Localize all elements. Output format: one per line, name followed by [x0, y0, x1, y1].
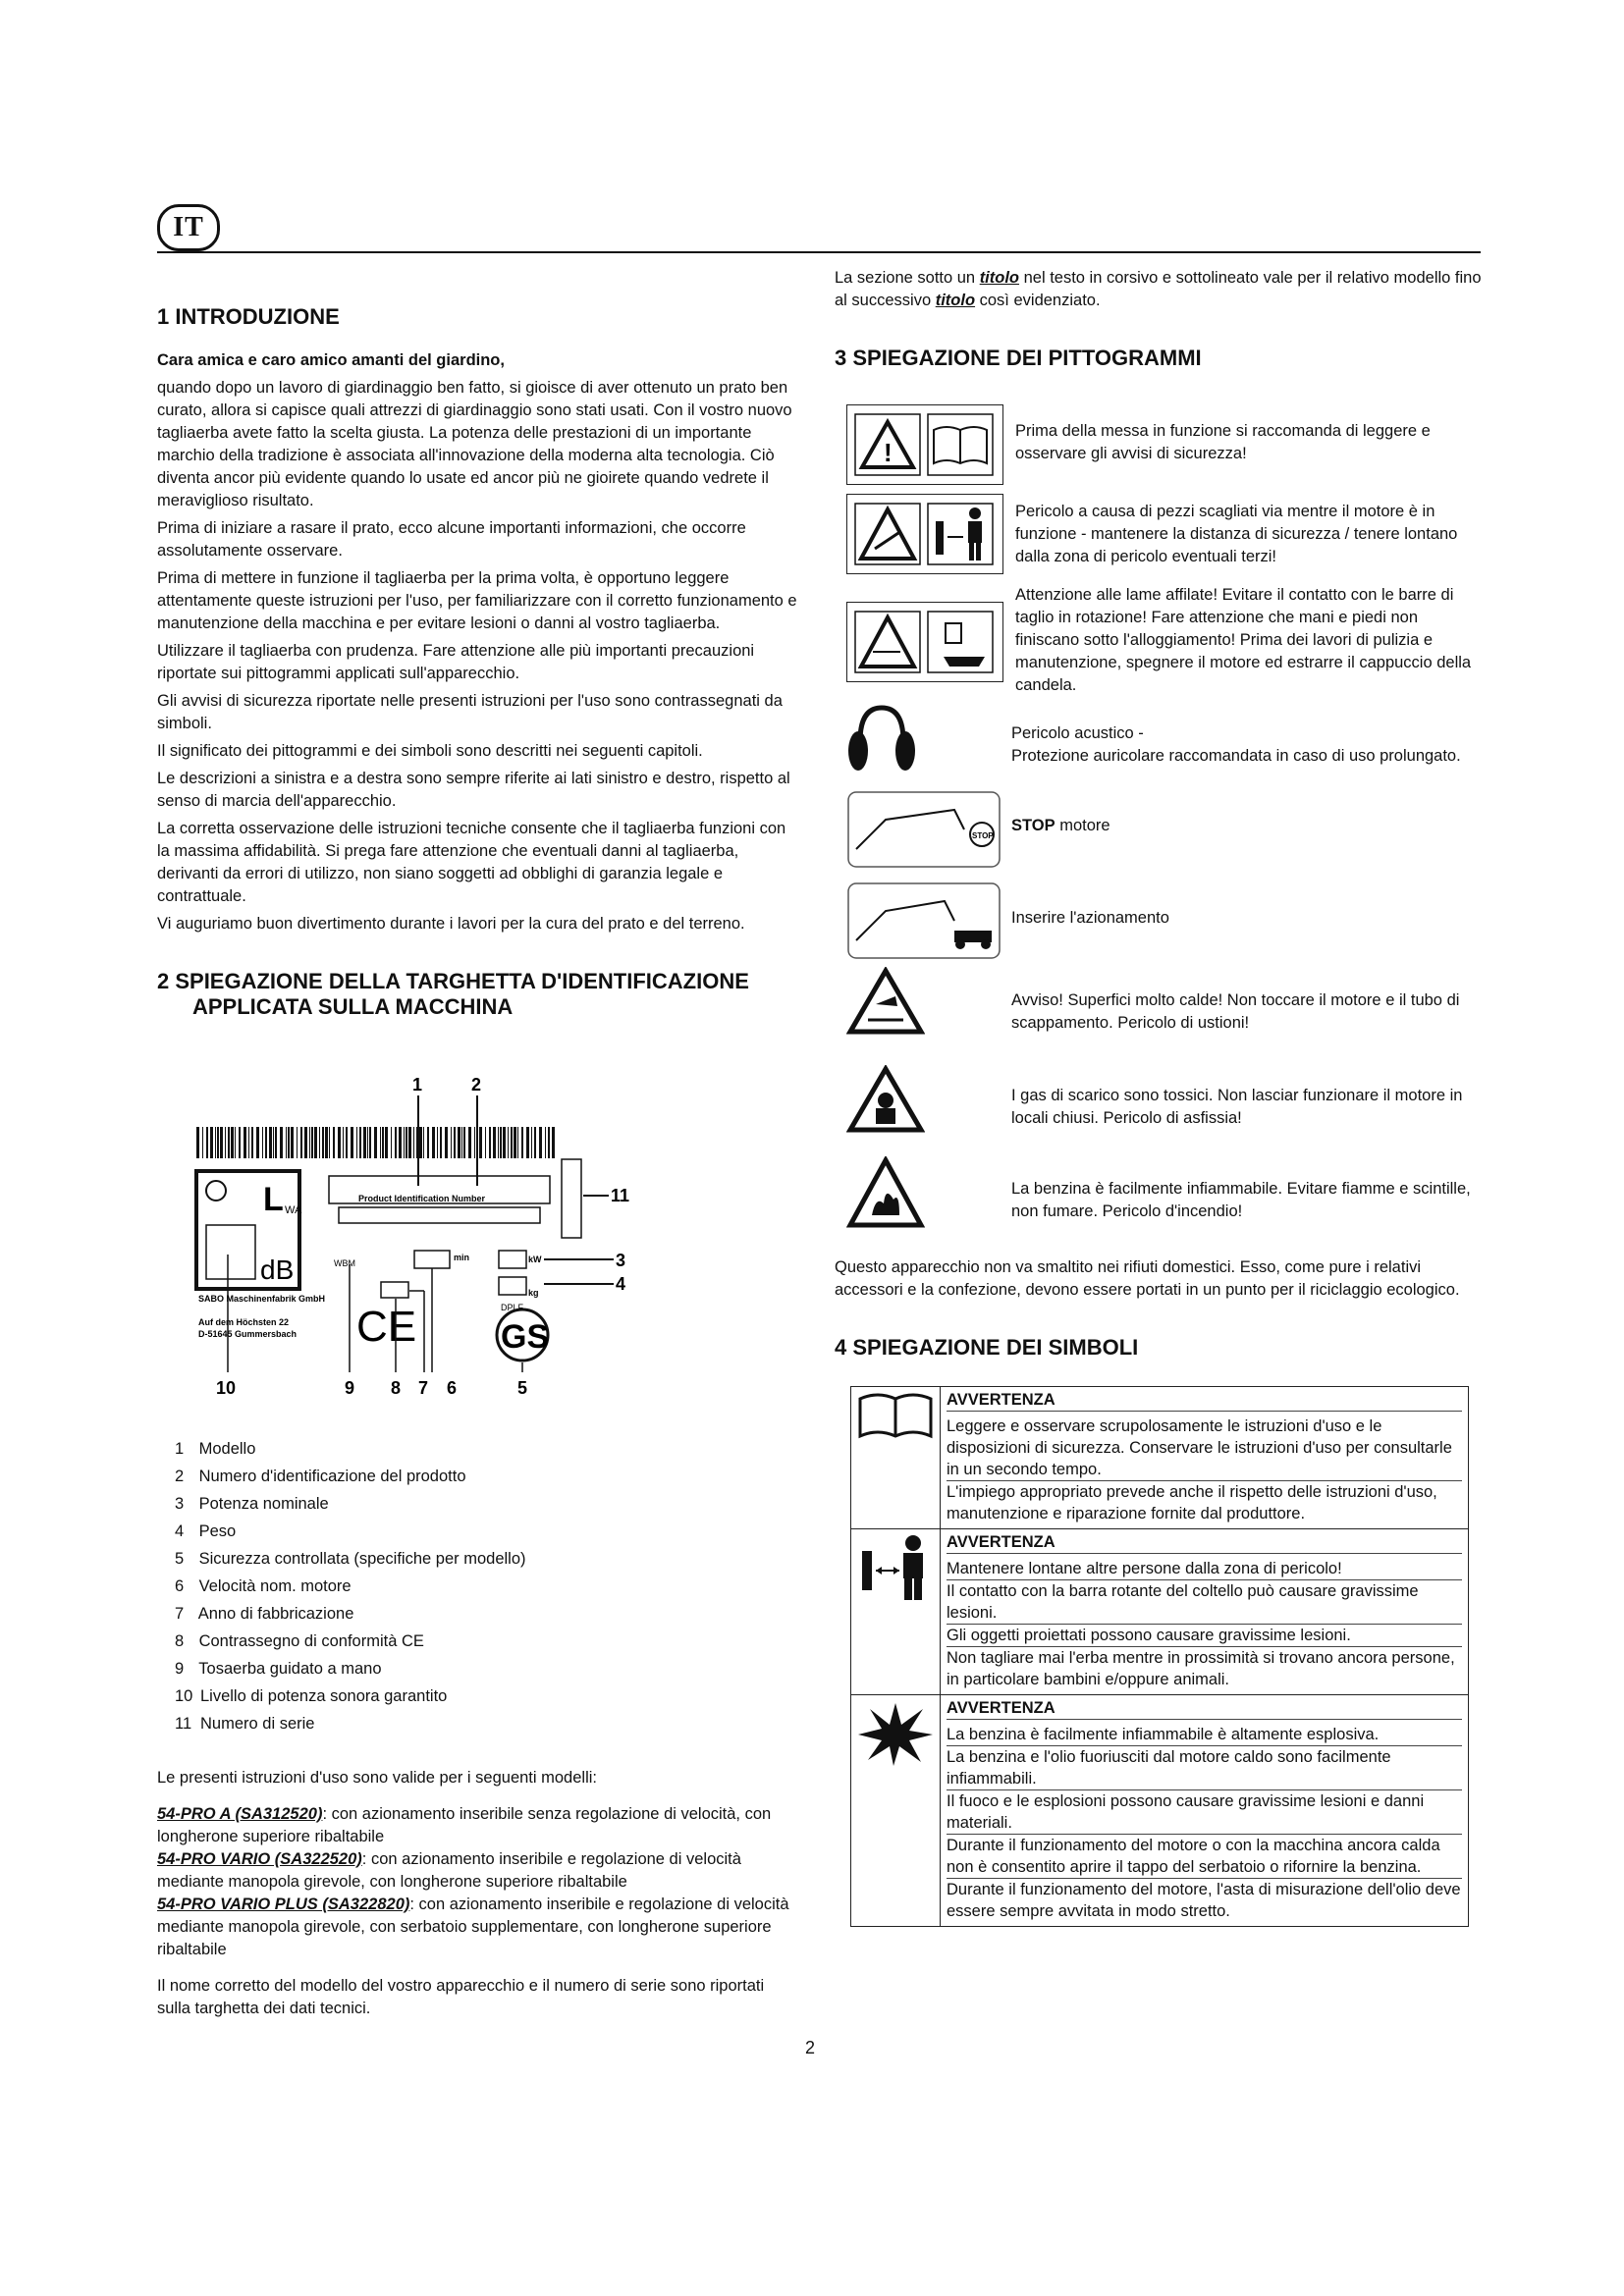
legend-item: 8 Contrassegno di conformità CE [175, 1632, 424, 1650]
callout-4: 4 [616, 1274, 626, 1294]
legend-item: 4 Peso [175, 1522, 237, 1540]
intro-paragraph: Gli avvisi di sicurezza riportate nelle presenti istruzioni per l'uso sono contrassegnati da simboli. [157, 692, 783, 732]
callout-7: 7 [418, 1378, 429, 1398]
legend-item: 9 Tosaerba guidato a mano [175, 1660, 382, 1678]
legend-item: 2 Numero d'identificazione del prodotto [175, 1468, 466, 1485]
explosion-icon [856, 1699, 935, 1768]
callout-2: 2 [471, 1078, 482, 1095]
barcode [196, 1127, 555, 1158]
models-intro: Le presenti istruzioni d'uso sono valide per i seguenti modelli: [157, 1769, 597, 1787]
model-name: 54-PRO VARIO PLUS (SA322820) [157, 1896, 410, 1913]
noise-line2: Protezione auricolare raccomandata in caso di uso prolungato. [1011, 747, 1461, 765]
read-manual-pictogram [846, 404, 1003, 485]
pictogram-text: STOP motore [1011, 817, 1110, 834]
language-badge: IT [157, 204, 220, 251]
callout-1: 1 [412, 1078, 423, 1095]
kg-label: kg [528, 1288, 539, 1298]
lwa-symbol: L [263, 1181, 284, 1218]
dplf-label: DPLF [501, 1303, 524, 1312]
intro-paragraph: Prima di mettere in funzione il tagliaerba per la prima volta, è opportuno leggere attentamente queste istruzioni per l'uso, per familiarizzare con il corretto funzionamento e manutenzione della macchina e per evitare lesioni o danni al vostro tagliaerba. [157, 569, 797, 632]
pictogram-text: Prima della messa in funzione si raccomanda di leggere e osservare gli avvisi di sicurezza! [1015, 422, 1431, 462]
callout-3: 3 [616, 1251, 626, 1270]
ce-mark: CE [356, 1303, 417, 1351]
min-label: min [454, 1253, 470, 1262]
intro-paragraph: La corretta osservazione delle istruzioni tecniche consente che il tagliaerba funzioni con la massima affidabilità. Si prega fare attenzione che eventuali danni al tagliaerba, derivanti da errori di utilizzo, non siano soggetti ad obblighi di garanzia legale e contrattuale. [157, 820, 786, 905]
symbol-heading: AVVERTENZA [947, 1697, 1462, 1720]
legend-item: 5 Sicurezza controllata (specifiche per modello) [175, 1550, 526, 1568]
symbol-text: Durante il funzionamento del motore o con la macchina ancora calda non è consentito aprire il tappo del serbatoio o rifornire la benzina. [947, 1835, 1462, 1879]
intro-title: 1 INTRODUZIONE [157, 304, 340, 329]
pictogram-text: Attenzione alle lame affilate! Evitare il contatto con le barre di taglio in rotazione! Fare attenzione che mani e piedi non finiscano sotto l'alloggiamento! Prima dei lavori di pulizia e manutenzione, spegnere il motore ed estrarre il cappuccio della candela. [1015, 586, 1472, 694]
callout-5: 5 [517, 1378, 528, 1398]
callout-10: 10 [216, 1378, 237, 1398]
model-entry: 54-PRO VARIO (SA322520): con azionamento inseribile e regolazione di velocità mediante manopola girevole, con longherone superiore ribaltabile [157, 1850, 741, 1891]
pictogram-text: Avviso! Superfici molto calde! Non toccare il motore e il tubo di scappamento. Pericolo di ustioni! [1011, 991, 1460, 1032]
intro-paragraph: Le descrizioni a sinistra e a destra sono sempre riferite ai lati sinistro e destro, rispetto al senso di marcia dell'apparecchio. [157, 770, 790, 810]
intro-paragraph: Prima di iniziare a rasare il prato, ecco alcune importanti informazioni, che occorre assolutamente osservare. [157, 519, 746, 560]
right-column-top [835, 267, 1483, 371]
symbol-text: Il fuoco e le esplosioni possono causare gravissime lesioni e danni materiali. [947, 1790, 1462, 1835]
pictogram-text: I gas di scarico sono tossici. Non lasciar funzionare il motore in locali chiusi. Pericolo di asfissia! [1011, 1087, 1463, 1127]
lwa-sub: WA [285, 1204, 302, 1216]
stop-handle-icon [846, 790, 1001, 869]
blade-hazard-icon [851, 608, 999, 676]
models-closing: Il nome corretto del modello del vostro apparecchio e il numero di serie sono riportati sulla targhetta dei dati tecnici. [157, 1977, 765, 2017]
symbol-row [851, 1695, 1469, 1927]
stop-badge: STOP [972, 831, 994, 840]
toxic-gas-icon [846, 1065, 925, 1134]
intro-paragraph: Il significato dei pittogrammi e dei simboli sono descritti nei seguenti capitoli. [157, 742, 703, 760]
db-symbol: dB [260, 1255, 295, 1285]
thrown-objects-icon [851, 500, 999, 568]
callout-8: 8 [391, 1378, 402, 1398]
noise-line1: Pericolo acustico - [1011, 724, 1144, 742]
pictogram-text: Inserire l'azionamento [1011, 909, 1169, 927]
manual-book-icon [856, 1391, 935, 1440]
maker-street: Auf dem Höchsten 22 [198, 1317, 290, 1327]
maker-name: SABO Maschinenfabrik GmbH [198, 1294, 326, 1304]
pictogram-text: La benzina è facilmente infiammabile. Evitare fiamme e scintille, non fumare. Pericolo d'incendio! [1011, 1180, 1471, 1220]
model-name: 54-PRO VARIO (SA322520) [157, 1850, 362, 1868]
intro-salutation: Cara amica e caro amico amanti del giardino, [157, 351, 505, 369]
symbol-text: Gli oggetti proiettati possono causare gravissime lesioni. [947, 1625, 1462, 1647]
plate-title-line1: 2 SPIEGAZIONE DELLA TARGHETTA D'IDENTIFICAZIONE [157, 969, 749, 993]
model-entry: 54-PRO VARIO PLUS (SA322820): con azionamento inseribile e regolazione di velocità mediante manopola girevole, con serbatoio supplementare, con longherone superiore ribaltabile [157, 1896, 789, 1958]
fire-hazard-icon [846, 1156, 925, 1229]
disposal-note: Questo apparecchio non va smaltito nei rifiuti domestici. Esso, come pure i relativi accessori e la confezione, devono essere portati in un punto per il riciclaggio ecologico. 4 SPIEGAZIONE DEI SIMBOLI [835, 1256, 1483, 1361]
intro-paragraph: Utilizzare il tagliaerba con prudenza. Fare attenzione alle più importanti precauzioni riportate sui pittogrammi applicati sull'apparecchio. [157, 642, 755, 682]
symbol-text: Non tagliare mai l'erba mentre in prossimità si trovano ancora persone, in particolare bambini e/oppure animali. [947, 1649, 1455, 1688]
warning-book-icon [851, 410, 999, 479]
symbol-heading: AVVERTENZA [947, 1531, 1462, 1554]
legend-item: 3 Potenza nominale [175, 1495, 329, 1513]
drive-engage-icon [846, 881, 1001, 960]
callout-6: 6 [447, 1378, 458, 1398]
thrown-objects-pictogram [846, 494, 1003, 574]
plate-title [157, 969, 800, 1020]
drive-engage-pictogram [846, 881, 1001, 960]
gs-mark: GS [501, 1318, 550, 1356]
plate-title-line2: APPLICATA SULLA MACCHINA [192, 994, 514, 1019]
symbol-text: L'impiego appropriato prevede anche il rispetto delle istruzioni d'uso, manutenzione e riparazione fornite dal produttore. [947, 1483, 1437, 1522]
maker-city: D-51645 Gummersbach [198, 1329, 298, 1339]
hot-surface-icon [846, 967, 925, 1036]
symbol-text: Leggere e osservare scrupolosamente le istruzioni d'uso e le disposizioni di sicurezza. Conservare le istruzioni d'uso per consultarle in un secondo tempo. [947, 1415, 1462, 1481]
symbol-row [851, 1387, 1469, 1529]
intro-paragraph: Vi auguriamo buon divertimento durante i lavori per la cura del prato e del terreno. [157, 915, 745, 933]
header-rule [157, 251, 1481, 253]
callout-11: 11 [611, 1186, 630, 1205]
model-entry: 54-PRO A (SA312520): con azionamento inseribile senza regolazione di velocità, con longherone superiore ribaltabile [157, 1805, 772, 1845]
pictogram-text [1011, 722, 1483, 768]
symbol-text: Il contatto con la barra rotante del coltello può causare gravissime lesioni. [947, 1580, 1462, 1625]
intro-paragraph: quando dopo un lavoro di giardinaggio ben fatto, si gioisce di aver ottenuto un prato ben curato, allora si capisce quali attrezzi di giardinaggio sono stati usati. Con il vostro nuovo tagliaerba avete fatto la scelta giusta. La potenza delle prestazioni di un importante marchio della tradizione è associata all'innovazione della moderna alta tecnologia. Ciò diventa ancor più evidente quando lo usate ed ancor più ne gioirete quando vedrete il meraviglioso risultato. [157, 379, 792, 509]
plate-legend [175, 1435, 526, 1737]
pictograms-title: 3 SPIEGAZIONE DEI PITTOGRAMMI [835, 346, 1202, 370]
blade-pictogram [846, 602, 1003, 682]
symbol-text: Mantenere lontane altre persone dalla zona di pericolo! [947, 1558, 1462, 1580]
symbol-text: La benzina e l'olio fuoriusciti dal motore caldo sono facilmente infiammabili. [947, 1746, 1462, 1790]
left-column [157, 294, 800, 1020]
symbol-text: Durante il funzionamento del motore, l'asta di misurazione dell'olio deve essere sempre avvitata in modo stretto. [947, 1881, 1461, 1920]
ear-protection-icon [846, 702, 917, 780]
symbol-row [851, 1529, 1469, 1695]
symbol-heading: AVVERTENZA [947, 1389, 1462, 1412]
pictogram-text: Pericolo a causa di pezzi scagliati via mentre il motore è in funzione - mantenere la distanza di sicurezza / tenere lontano dalla zona di pericolo eventuali terzi! [1015, 503, 1458, 565]
model-name: 54-PRO A (SA312520) [157, 1805, 323, 1823]
kw-label: kW [528, 1255, 542, 1264]
page-number: 2 [805, 2038, 816, 2057]
legend-item: 6 Velocità nom. motore [175, 1577, 352, 1595]
wbm-label: WBM [334, 1258, 355, 1268]
symbols-title: 4 SPIEGAZIONE DEI SIMBOLI [835, 1335, 1139, 1360]
keep-distance-icon [856, 1533, 935, 1602]
legend-item: 7 Anno di fabbricazione [175, 1605, 354, 1623]
legend-item: 11 Numero di serie [175, 1715, 315, 1733]
title-note: La sezione sotto un titolo nel testo in corsivo e sottolineato vale per il relativo modello fino al successivo titolo così evidenziato. [835, 269, 1482, 309]
symbols-table [850, 1386, 1469, 1927]
symbol-text: La benzina è facilmente infiammabile è altamente esplosiva. [947, 1724, 1462, 1746]
callout-9: 9 [345, 1378, 355, 1398]
stop-engine-pictogram [846, 790, 1001, 869]
id-plate-figure [167, 1078, 638, 1412]
svg-text:!: ! [884, 438, 893, 467]
models-section [157, 1767, 795, 2025]
legend-item: 1 Modello [175, 1440, 256, 1458]
pin-label: Product Identification Number [358, 1194, 486, 1203]
legend-item: 10 Livello di potenza sonora garantito [175, 1687, 448, 1705]
